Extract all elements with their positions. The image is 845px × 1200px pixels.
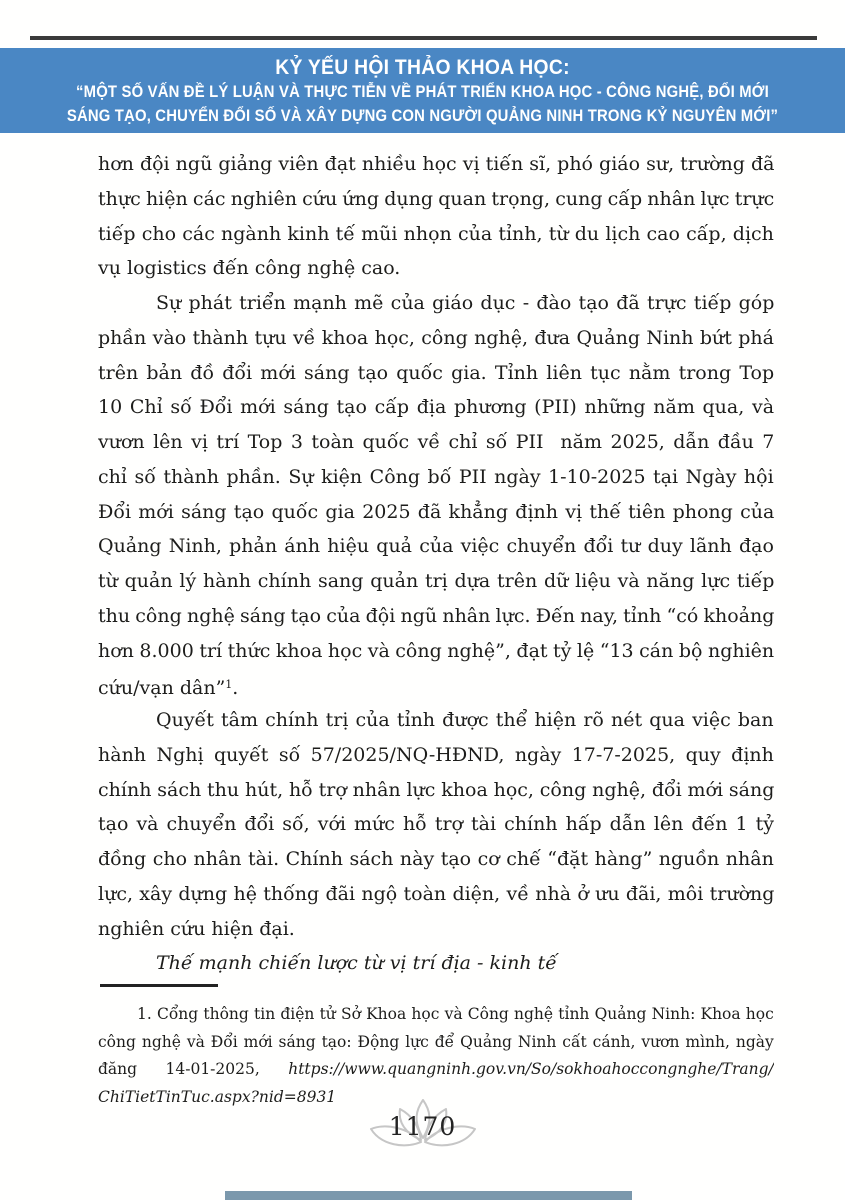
body-line: vụ logistics đến công nghệ cao. — [98, 257, 401, 280]
body-line: vươn lên vị trí Top 3 toàn quốc về chỉ số PII năm 2025, dẫn đầu 7 — [98, 431, 774, 453]
body-line: phần vào thành tựu về khoa học, công nghệ, đưa Quảng Ninh bứt phá — [98, 326, 774, 349]
body-line: tạo và chuyển đổi số, với mức hỗ trợ tài chính hấp dẫn lên đến 1 tỷ — [98, 813, 774, 836]
body-line: thu công nghệ sáng tạo của đội ngũ nhân lực. Đến nay, tỉnh “có khoảng — [98, 604, 774, 627]
header-title: KỶ YẾU HỘI THẢO KHOA HỌC: — [275, 56, 570, 79]
body-line: Quyết tâm chính trị của tỉnh được thể hiện rõ nét qua việc ban — [156, 709, 774, 731]
body-text — [98, 147, 774, 981]
body-line: hơn đội ngũ giảng viên đạt nhiều học vị tiến sĩ, phó giáo sư, trường đã — [98, 153, 774, 175]
footnote-separator — [100, 984, 218, 987]
body-line: 10 Chỉ số Đổi mới sáng tạo cấp địa phương (PII) những năm qua, và — [98, 396, 774, 419]
body-line: cứu/vạn dân”$^1$. — [98, 677, 239, 700]
page-number: 1170 — [388, 1112, 457, 1141]
body-line: hành Nghị quyết số 57/2025/NQ-HĐND, ngày 17-7-2025, quy định — [98, 743, 774, 766]
top-rule — [30, 36, 817, 40]
footnote-line: đăng 14-01-2025, https://www.quangninh.gov.vn/So/sokhoahoccongnghe/Trang/ — [98, 1060, 774, 1078]
footnote-line: công nghệ và Đổi mới sáng tạo: Động lực để Quảng Ninh cất cánh, vươn mình, ngày — [98, 1032, 774, 1051]
body-line: nghiên cứu hiện đại. — [98, 917, 295, 940]
footnote-line: 1. Cổng thông tin điện tử Sở Khoa học và Công nghệ tỉnh Quảng Ninh: Khoa học — [137, 1005, 774, 1023]
footnote-line: ChiTietTinTuc.aspx?nid=8931 — [98, 1087, 337, 1106]
body-line: trên bản đồ đổi mới sáng tạo quốc gia. Tỉnh liên tục nằm trong Top — [98, 361, 774, 384]
body-line: thực hiện các nghiên cứu ứng dụng quan trọng, cung cấp nhân lực trực — [98, 187, 774, 210]
body-line: Đổi mới sáng tạo quốc gia 2025 đã khẳng định vị thế tiên phong của — [98, 500, 774, 523]
body-line: tiếp cho các ngành kinh tế mũi nhọn của tỉnh, từ du lịch cao cấp, dịch — [98, 222, 774, 245]
header-subtitle-line2: SÁNG TẠO, CHUYỂN ĐỔI SỐ VÀ XÂY DỰNG CON NGƯỜI QUẢNG NINH TRONG KỶ NGUYÊN MỚI” — [66, 106, 779, 125]
body-line: lực, xây dựng hệ thống đãi ngộ toàn diện, về nhà ở ưu đãi, môi trường — [98, 882, 774, 905]
body-line: chỉ số thành phần. Sự kiện Công bố PII ngày 1-10-2025 tại Ngày hội — [98, 465, 774, 488]
body-line: Sự phát triển mạnh mẽ của giáo dục - đào tạo đã trực tiếp góp — [156, 292, 774, 314]
body-line: từ quản lý hành chính sang quản trị dựa trên dữ liệu và năng lực tiếp — [98, 570, 774, 592]
body-line: đồng cho nhân tài. Chính sách này tạo cơ chế “đặt hàng” nguồn nhân — [98, 848, 774, 870]
body-line: Quảng Ninh, phản ánh hiệu quả của việc chuyển đổi tư duy lãnh đạo — [98, 535, 774, 558]
page-footer — [0, 1095, 845, 1157]
header-banner — [0, 48, 845, 133]
body-line: Thế mạnh chiến lược từ vị trí địa - kinh tế — [156, 952, 557, 975]
header-subtitle-line1: “MỘT SỐ VẤN ĐỀ LÝ LUẬN VÀ THỰC TIỄN VỀ PHÁT TRIỂN KHOA HỌC - CÔNG NGHỆ, ĐỔI MỚI — [76, 83, 769, 101]
bottom-strip — [225, 1191, 632, 1200]
body-line: chính sách thu hút, hỗ trợ nhân lực khoa học, công nghệ, đổi mới sáng — [98, 778, 774, 801]
body-line: hơn 8.000 trí thức khoa học và công nghệ”, đạt tỷ lệ “13 cán bộ nghiên — [98, 639, 774, 662]
